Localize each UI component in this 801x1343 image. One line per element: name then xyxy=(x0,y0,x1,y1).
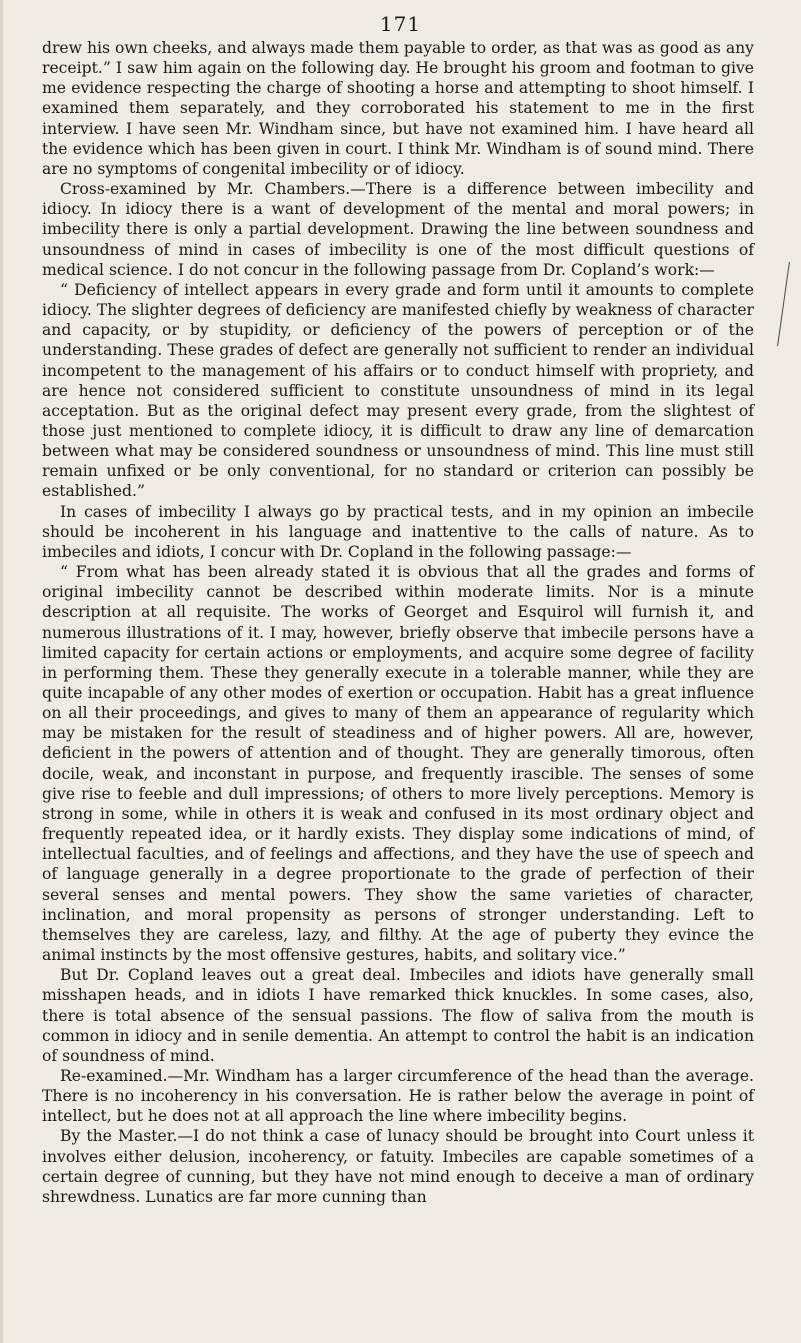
margin-bracket-mark xyxy=(777,262,800,346)
paragraph-by-the-master: By the Master.—I do not think a case of lunacy should be brought into Court unless it involves either delusion, incoherency, or fatuity. Imbeciles are capable sometimes of a certain degree of cunning, but they have not mind enough to deceive a man of ordinary shrewdness. Lunatics are far more cunning than xyxy=(42,1127,754,1206)
page-number: 171 xyxy=(379,12,422,36)
paragraph-practical-tests: In cases of imbecility I always go by practical tests, and in my opinion an imbecile should be incoherent in his language and inattentive to the calls of nature. As to imbeciles and idiots, I concur with Dr. Copland in the following passage:— xyxy=(42,502,754,561)
paragraph-copland-omissions: But Dr. Copland leaves out a great deal. Imbeciles and idiots have generally small misshapen heads, and in idiots I have remarked thick knuckles. In some cases, also, there is total absence of the sensual passions. The flow of saliva from the mouth is common in idiocy and in senile dementia. An attempt to control the habit is an indication of soundness of mind. xyxy=(42,966,754,1065)
paragraph-continued-testimony: drew his own cheeks, and always made them payable to order, as that was as good as any receipt.” I saw him again on the following day. He brought his groom and footman to give me evidence respecting the charge of shooting a horse and attempting to shoot himself. I examined them separately, and they corroborated his statement to me in the first interview. I have seen Mr. Windham since, but have not examined him. I have heard all the evidence which has been given in court. I think Mr. Windham is of sound mind. There are no symptoms of congenital imbecility or of idiocy. xyxy=(42,39,754,178)
paragraph-cross-examination: Cross-examined by Mr. Chambers.—There is a difference between imbecility and idiocy. In idiocy there is a want of development of the mental and moral powers; in imbecility there is only a partial development. Drawing the line between soundness and unsoundness of mind in cases of imbecility is one of the most difficult questions of medical science. I do not concur in the following passage from Dr. Copland’s work:— xyxy=(42,180,754,279)
quote-copland-imbecility: “ From what has been already stated it is obvious that all the grades and forms of original imbecility cannot be described within moderate limits. Nor is a minute description at all requisite. The works of Georget and Esquirol will furnish it, and numerous illustrations of it. I may, however, briefly observe that imbecile persons have a limited capacity for certain actions or employments, and acquire some degree of facility in performing them. These they generally execute in a tolerable manner, while they are quite incapable of any other modes of exertion or occupation. Habit has a great influence on all their proceedings, and gives to many of them an appearance of regularity which may be mistaken for the result of steadiness and of higher powers. All are, however, deficient in the powers of attention and of thought. They are generally timorous, often docile, weak, and inconstant in purpose, and frequently irascible. The senses of some give rise to feeble and dull impressions; of others to more lively perceptions. Memory is strong in some, while in others it is weak and confused in its most ordinary object and frequently repeated idea, or it hardly exists. They display some indications of mind, of intellectual faculties, and of feelings and affections, and they have the use of speech and of language generally in a degree proportionate to the grade of perfection of their several senses and mental powers. They show the same varieties of character, inclination, and moral propensity as persons of stronger understanding. Left to themselves they are careless, lazy, and filthy. At the age of puberty they evince the animal instincts by the most offensive gestures, habits, and solitary vice.” xyxy=(42,563,754,965)
quote-copland-deficiency: “ Deficiency of intellect appears in every grade and form until it amounts to complete idiocy. The slighter degrees of deficiency are manifested chiefly by weakness of character and capacity, or by stupidity, or deficiency of the powers of perception or of the understanding. These grades of defect are generally not sufficient to render an individual incompetent to the management of his affairs or to conduct himself with propriety, and are hence not considered sufficient to constitute unsoundness of mind in its legal acceptation. But as the original defect may present every grade, from the slightest of those just mentioned to complete idiocy, it is difficult to draw any line of demarcation between what may be considered soundness or unsoundness of mind. This line must still remain unfixed or be only conventional, for no standard or criterion can possibly be established.” xyxy=(42,280,754,501)
page-gutter-shadow xyxy=(0,0,3,1343)
paragraph-re-examined: Re-examined.—Mr. Windham has a larger circumference of the head than the average. There is no incoherency in his conversation. He is rather below the average in point of intellect, but he does not at all approach the line where imbecility begins. xyxy=(42,1066,754,1126)
page-body-text xyxy=(42,38,754,1207)
